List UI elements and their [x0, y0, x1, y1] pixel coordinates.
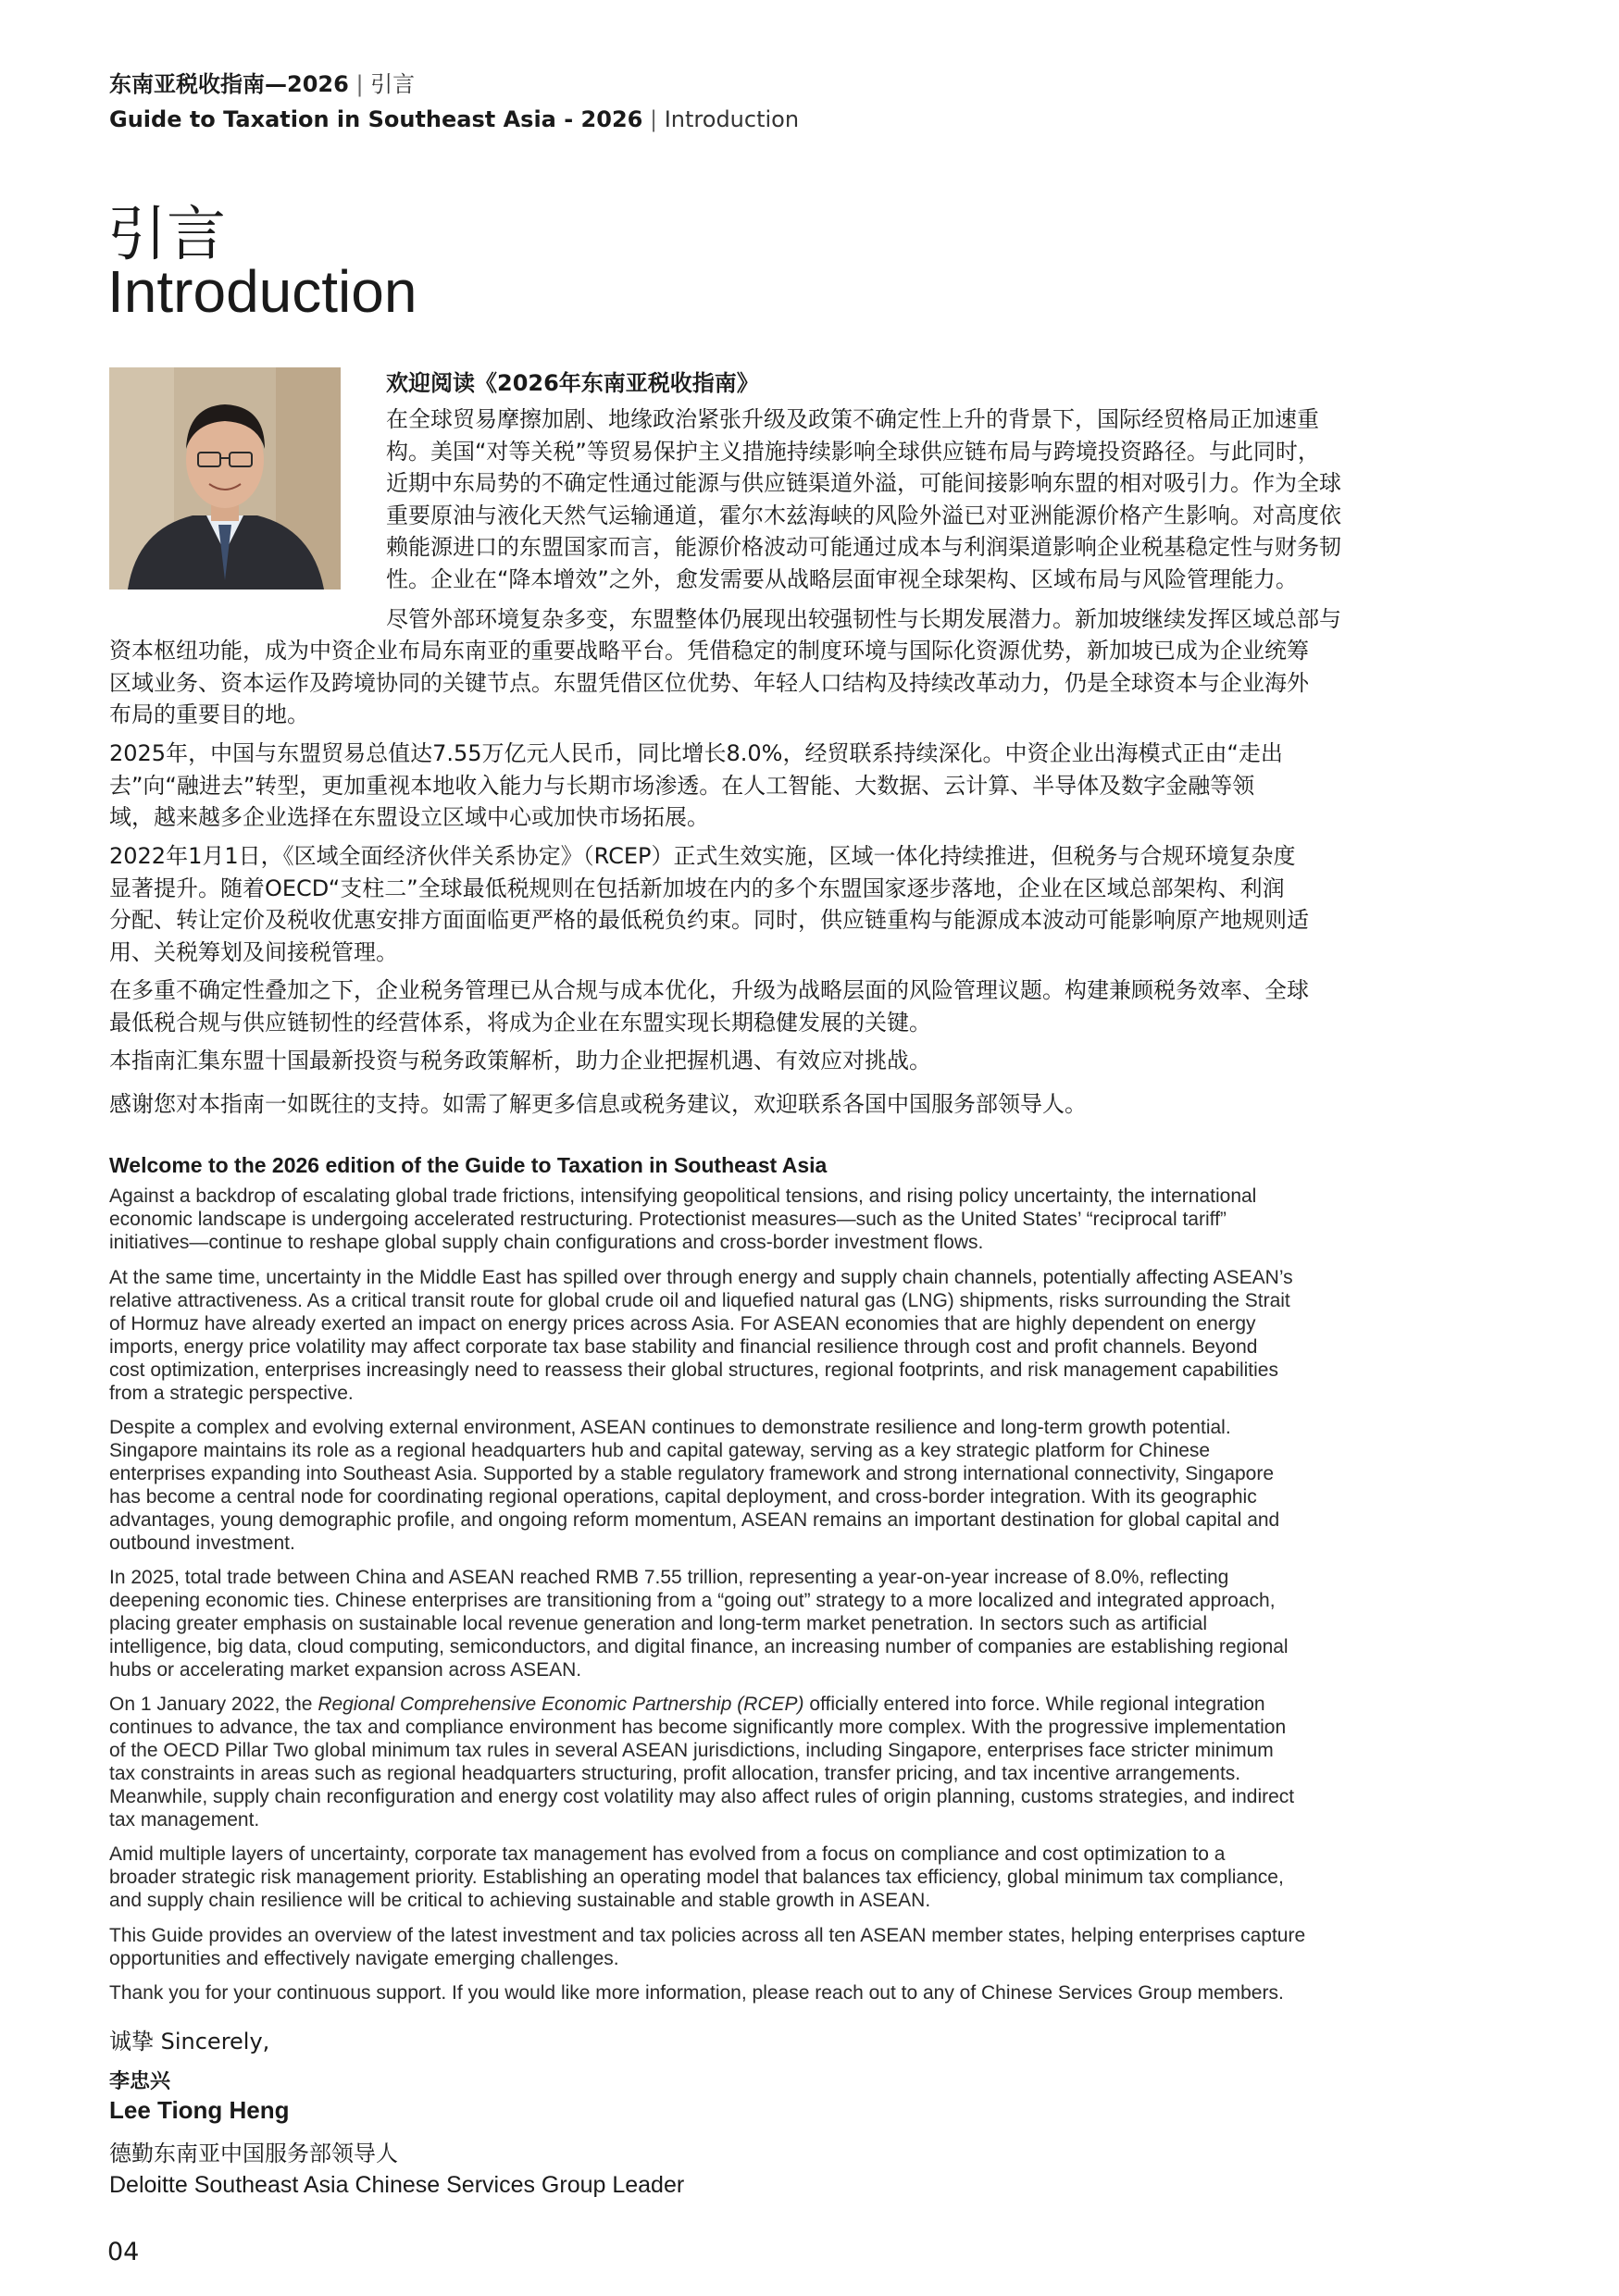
zh-paragraph-5 — [109, 974, 1309, 1038]
zh-paragraph-1 — [386, 403, 1341, 595]
en-text: On 1 January 2022, the — [109, 1694, 318, 1715]
zh-paragraph-3 — [109, 738, 1283, 834]
en-line: relative attractiveness. As a critical transit route for global crude oil and liquefied natural gas (LNG) shipments, risks surrounding the Strait — [109, 1290, 1290, 1311]
header-en-section: Introduction — [664, 106, 800, 132]
zh-line: 分配、转让定价及税收优惠安排方面面临更严格的最低税负约束。同时，供应链重构与能源成本波动可能影响原产地规则适 — [109, 907, 1309, 933]
zh-line: 显著提升。随着OECD“支柱二”全球最低税规则在包括新加坡在内的多个东盟国家逐步落地，企业在区域总部架构、利润 — [109, 875, 1285, 901]
en-paragraph-1 — [109, 1185, 1465, 1254]
en-line: has become a central node for coordinating regional operations, capital deployment, and cross-border integration. With its geographic — [109, 1486, 1257, 1508]
header-separator: | — [355, 71, 364, 97]
en-line: from a strategic perspective. — [109, 1383, 354, 1404]
en-line: At the same time, uncertainty in the Middle East has spilled over through energy and supply chain channels, potentially affecting ASEAN’s — [109, 1267, 1293, 1288]
portrait-illustration — [109, 367, 341, 590]
en-line: economic landscape is undergoing accelerated restructuring. Protectionist measures—such as the United States’ “reciprocal tariff” — [109, 1209, 1227, 1230]
zh-line: 布局的重要目的地。 — [109, 701, 309, 727]
signatory-title-zh: 德勤东南亚中国服务部领导人 — [109, 2141, 398, 2166]
en-line: continues to advance, the tax and compliance environment has become significantly more complex. With the progressive implementation — [109, 1717, 1287, 1738]
en-paragraph-6 — [109, 1843, 1465, 1912]
zh-line: 2025年，中国与东盟贸易总值达7.55万亿元人民币，同比增长8.0%，经贸联系持续深化。中资企业出海模式正由“走出 — [109, 740, 1283, 766]
page-number: 04 — [107, 2238, 140, 2266]
zh-paragraph-6: 本指南汇集东盟十国最新投资与税务政策解析，助力企业把握机遇、有效应对挑战。 — [109, 1048, 931, 1074]
en-line — [109, 1693, 1465, 1716]
zh-line: 域，越来越多企业选择在东盟设立区域中心或加快市场拓展。 — [109, 804, 709, 830]
en-line: intelligence, big data, cloud computing, semiconductors, and digital finance, an increasing number of companies are establishing regional — [109, 1636, 1289, 1657]
zh-line: 区域业务、资本运作及跨境协同的关键节点。东盟凭借区位优势、年轻人口结构及持续改革动力，仍是全球资本与企业海外 — [109, 669, 1309, 696]
rcep-title: Regional Comprehensive Economic Partnership (RCEP) — [318, 1694, 804, 1715]
en-line: In 2025, total trade between China and ASEAN reached RMB 7.55 trillion, representing a year-on-year increase of 8.0%, reflecting — [109, 1567, 1229, 1588]
zh-line: 近期中东局势的不确定性通过能源与供应链渠道外溢，可能间接影响东盟的相对吸引力。作为全球 — [386, 470, 1341, 496]
page-title — [107, 201, 417, 325]
signature-closing: 诚挚 Sincerely, — [109, 2029, 270, 2054]
header-separator: | — [649, 106, 658, 132]
en-line: enterprises expanding into Southeast Asia. Supported by a stable regulatory framework and strong international connectivity, Singapore — [109, 1463, 1275, 1484]
en-line: cost optimization, enterprises increasingly need to reassess their global structures, regional footprints, and risk management capabilities — [109, 1359, 1278, 1381]
en-heading: Welcome to the 2026 edition of the Guide to Taxation in Southeast Asia — [109, 1153, 828, 1177]
en-line: advantages, young demographic profile, and ongoing reform momentum, ASEAN remains an important destination for global capital and — [109, 1509, 1280, 1531]
en-paragraph-4 — [109, 1566, 1465, 1682]
en-line: imports, energy price volatility may affect corporate tax base stability and financial resilience through cost and profit channels. Beyond — [109, 1336, 1258, 1358]
zh-line: 在多重不确定性叠加之下，企业税务管理已从合规与成本优化，升级为战略层面的风险管理议题。构建兼顾税务效率、全球 — [109, 977, 1309, 1003]
en-line: opportunities and effectively navigate emerging challenges. — [109, 1948, 619, 1969]
en-line: This Guide provides an overview of the latest investment and tax policies across all ten ASEAN member states, helping enterprises capture — [109, 1925, 1306, 1946]
en-line: Against a backdrop of escalating global trade frictions, intensifying geopolitical tensions, and rising policy uncertainty, the international — [109, 1185, 1257, 1207]
zh-line: 最低税合规与供应链韧性的经营体系，将成为企业在东盟实现长期稳健发展的关键。 — [109, 1009, 931, 1036]
en-line: of the OECD Pillar Two global minimum tax rules in several ASEAN jurisdictions, including Singapore, enterprises face stricter minimum — [109, 1740, 1274, 1761]
zh-paragraph-2-first-line: 尽管外部环境复杂多变，东盟整体仍展现出较强韧性与长期发展潜力。新加坡继续发挥区域总部与 — [386, 606, 1341, 632]
en-line: Meanwhile, supply chain reconfiguration and energy cost volatility may also affect rules of origin planning, customs strategies, and indirect — [109, 1786, 1295, 1807]
signatory-name-en: Lee Tiong Heng — [109, 2096, 290, 2124]
header-zh-title: 东南亚税收指南—2026 — [109, 71, 349, 97]
en-paragraph-8: Thank you for your continuous support. If you would like more information, please reach out to any of Chinese Services Group members. — [109, 1982, 1284, 2004]
en-paragraph-3 — [109, 1416, 1465, 1555]
header-zh-section: 引言 — [370, 71, 416, 97]
en-line: Amid multiple layers of uncertainty, corporate tax management has evolved from a focus on compliance and cost optimization to a — [109, 1843, 1226, 1865]
page-title-en: Introduction — [107, 258, 417, 325]
en-line: deepening economic ties. Chinese enterprises are transitioning from a “going out” strategy to a more localized and integrated approach, — [109, 1590, 1276, 1611]
zh-paragraph-7: 感谢您对本指南一如既往的支持。如需了解更多信息或税务建议，欢迎联系各国中国服务部领导人。 — [109, 1091, 1087, 1117]
zh-line: 2022年1月1日，《区域全面经济伙伴关系协定》（RCEP）正式生效实施，区域一体化持续推进，但税务与合规环境复杂度 — [109, 843, 1296, 869]
zh-heading: 欢迎阅读《2026年东南亚税收指南》 — [386, 370, 759, 396]
zh-line: 资本枢纽功能，成为中资企业布局东南亚的重要战略平台。凭借稳定的制度环境与国际化资源优势，新加坡已成为企业统筹 — [109, 638, 1309, 664]
en-line: outbound investment. — [109, 1533, 295, 1554]
signatory-name-zh: 李忠兴 — [109, 2070, 171, 2093]
en-line: and supply chain resilience will be critical to achieving sustainable and stable growth in ASEAN. — [109, 1890, 931, 1911]
en-paragraph-5 — [109, 1693, 1465, 1831]
zh-paragraph-4 — [109, 840, 1309, 968]
en-line: tax management. — [109, 1809, 260, 1831]
en-text: officially entered into force. While regional integration — [803, 1694, 1265, 1715]
zh-line: 构。美国“对等关税”等贸易保护主义措施持续影响全球供应链布局与跨境投资路径。与此同时， — [386, 438, 1320, 465]
en-line: tax constraints in areas such as regional headquarters structuring, profit allocation, transfer pricing, and tax incentive arrangements. — [109, 1763, 1241, 1784]
en-line: Singapore maintains its role as a regional headquarters hub and capital gateway, serving as a key strategic platform for Chinese — [109, 1440, 1211, 1461]
running-header — [109, 67, 799, 137]
page-title-zh: 引言 — [107, 201, 226, 267]
en-line: Despite a complex and evolving external environment, ASEAN continues to demonstrate resilience and long-term growth potential. — [109, 1417, 1231, 1438]
zh-line: 性。企业在“降本增效”之外，愈发需要从战略层面审视全球架构、区域布局与风险管理能力。 — [386, 565, 1298, 592]
en-line: initiatives—continue to reshape global supply chain configurations and cross-border investment flows. — [109, 1232, 984, 1253]
en-line: broader strategic risk management priority. Establishing an operating model that balances tax efficiency, global minimum tax compliance, — [109, 1867, 1284, 1888]
zh-line: 在全球贸易摩擦加剧、地缘政治紧张升级及政策不确定性上升的背景下，国际经贸格局正加速重 — [386, 406, 1319, 432]
portrait-photo — [109, 367, 341, 590]
signatory-title-en: Deloitte Southeast Asia Chinese Services Group Leader — [109, 2172, 685, 2198]
en-line: hubs or accelerating market expansion across ASEAN. — [109, 1659, 582, 1681]
zh-paragraph-2 — [109, 635, 1309, 731]
zh-line: 重要原油与液化天然气运输通道，霍尔木兹海峡的风险外溢已对亚洲能源价格产生影响。对高度依 — [386, 502, 1341, 528]
en-line: placing greater emphasis on sustainable local revenue generation and long-term market penetration. In sectors such as artificial — [109, 1613, 1207, 1634]
zh-line: 去”向“融进去”转型，更加重视本地收入能力与长期市场渗透。在人工智能、大数据、云计算、半导体及数字金融等领 — [109, 772, 1255, 799]
zh-line: 用、关税筹划及间接税管理。 — [109, 938, 398, 965]
en-line: of Hormuz have already exerted an impact on energy prices across Asia. For ASEAN economies that are highly dependent on energy — [109, 1313, 1256, 1334]
zh-line: 赖能源进口的东盟国家而言，能源价格波动可能通过成本与利润渠道影响企业税基稳定性与财务韧 — [386, 534, 1341, 560]
en-paragraph-2 — [109, 1266, 1465, 1405]
en-paragraph-7 — [109, 1924, 1465, 1970]
header-en-title: Guide to Taxation in Southeast Asia - 2026 — [109, 106, 643, 132]
